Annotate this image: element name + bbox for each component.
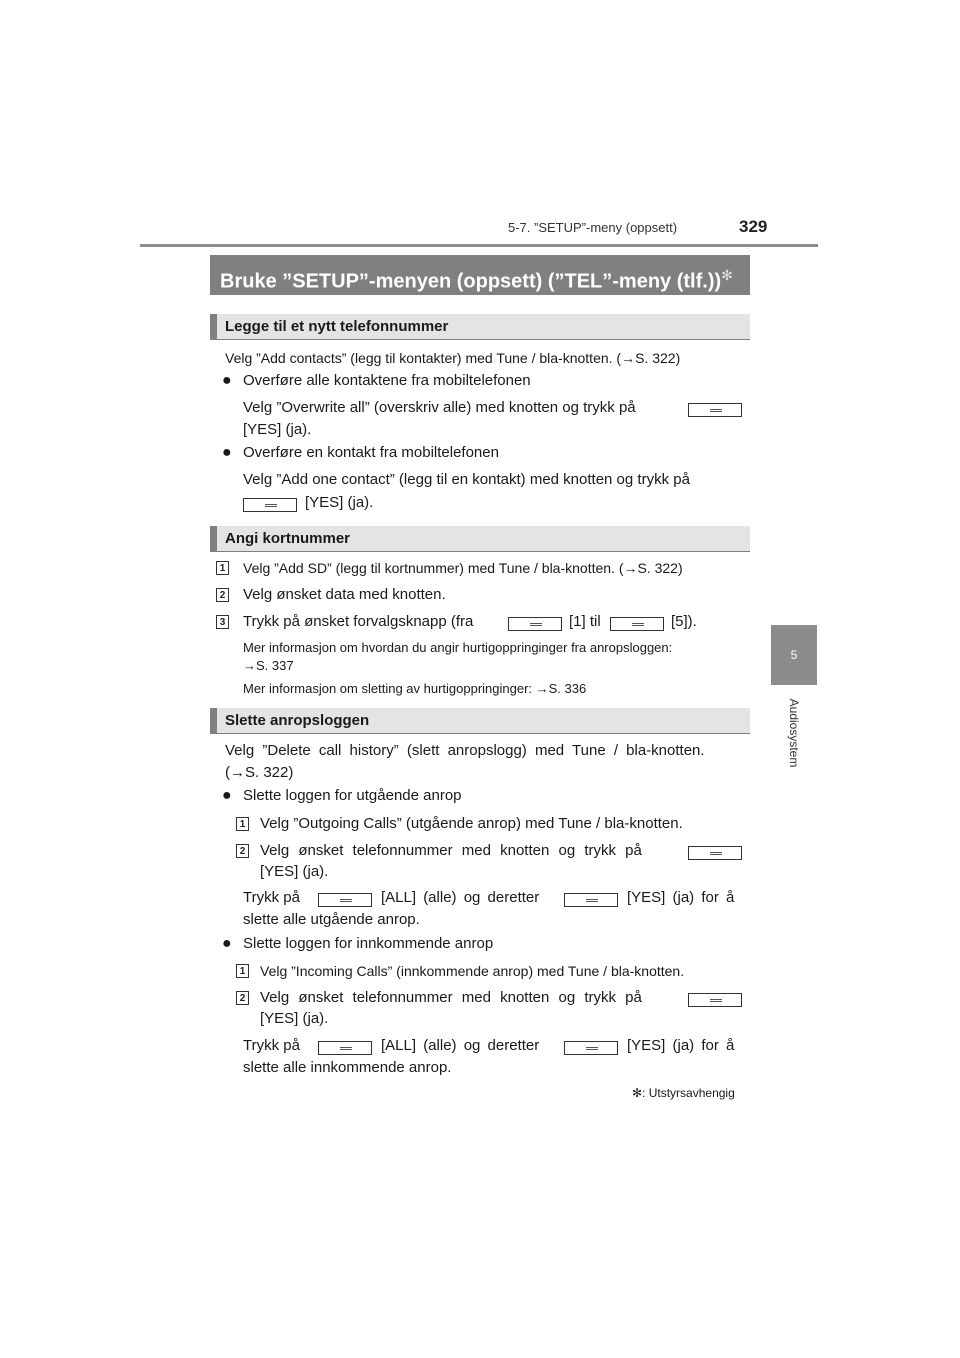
s3-b2-step2-tail: [YES] (ja). — [260, 1010, 329, 1027]
chapter-label-text: Audiosystem — [787, 698, 801, 768]
s3-bullet2: Slette loggen for innkommende anrop — [243, 935, 494, 952]
bullet-icon: ● — [222, 935, 232, 952]
s2-step3-a: Trykk på ønsket forvalgsknapp (fra — [243, 613, 474, 630]
s2-step3-c: [5]). — [671, 613, 697, 630]
bullet-icon: ● — [222, 787, 232, 804]
screen-button-icon[interactable] — [318, 1041, 372, 1055]
s3-bullet1: Slette loggen for utgående anrop — [243, 787, 462, 804]
section-header: 5-7. ”SETUP”-meny (oppsett) — [508, 220, 678, 235]
s3-b1-step1: Velg ”Outgoing Calls” (utgående anrop) med Tune / bla-knotten. — [260, 815, 683, 832]
page-number: 329 — [739, 217, 768, 236]
step-number: 1 — [236, 817, 249, 831]
s3-b1-all-a: Trykk på — [243, 889, 300, 906]
s3-b1-step2-tail: [YES] (ja). — [260, 863, 329, 880]
screen-button-icon[interactable] — [318, 893, 372, 907]
step-number: 1 — [216, 561, 229, 575]
s3-b1-all-c: [YES] (ja) for å — [627, 889, 735, 906]
screen-button-icon[interactable] — [508, 617, 562, 631]
screen-button-icon[interactable] — [688, 993, 742, 1007]
s3-b2-all-a: Trykk på — [243, 1037, 300, 1054]
screen-button-icon[interactable] — [688, 846, 742, 860]
page-title — [210, 255, 750, 295]
s3-b2-all-c: [YES] (ja) for å — [627, 1037, 735, 1054]
screen-button-icon[interactable] — [564, 893, 618, 907]
s3-b1-all-b: [ALL] (alle) og deretter — [381, 889, 540, 906]
s3-intro-a: Velg ”Delete call history” (slett anropslogg) med Tune / bla-knotten. — [225, 742, 705, 759]
screen-button-icon[interactable] — [243, 498, 297, 512]
s3-b2-all-d: slette alle innkommende anrop. — [243, 1059, 452, 1076]
header-rule — [140, 244, 818, 247]
s1-bullet1-tail: [YES] (ja). — [243, 421, 312, 438]
s1-bullet1-text-main: Velg ”Overwrite all” (overskriv alle) med knotten og trykk på — [243, 399, 636, 416]
s3-b2-step2: Velg ønsket telefonnummer med knotten og trykk på — [260, 989, 642, 1006]
s1-bullet2: Overføre en kontakt fra mobiltelefonen — [243, 444, 499, 461]
s2-note2: Mer informasjon om sletting av hurtigoppringinger: →S. 336 — [243, 681, 587, 696]
s2-step3-b: [1] til — [569, 613, 601, 630]
bullet-icon: ● — [222, 372, 232, 389]
chapter-label — [772, 692, 816, 782]
step-number: 2 — [236, 991, 249, 1005]
s2-step1: Velg ”Add SD” (legg til kortnummer) med Tune / bla-knotten. (→S. 322) — [243, 560, 683, 576]
s1-intro: Velg ”Add contacts” (legg til kontakter) med Tune / bla-knotten. (→S. 322) — [225, 350, 681, 366]
optional-marker: ✻ — [721, 267, 733, 283]
step-number: 2 — [216, 588, 229, 602]
s3-b2-all-b: [ALL] (alle) og deretter — [381, 1037, 540, 1054]
s1-bullet1: Overføre alle kontaktene fra mobiltelefonen — [243, 372, 531, 389]
screen-button-icon[interactable] — [688, 403, 742, 417]
page-title-text: Bruke ”SETUP”-menyen (oppsett) (”TEL”-meny (tlf.)) — [220, 270, 722, 293]
footnote: ✻: Utstyrsavhengig — [632, 1086, 735, 1100]
step-number: 2 — [236, 844, 249, 858]
screen-button-icon[interactable] — [564, 1041, 618, 1055]
step-number: 3 — [216, 615, 229, 629]
s3-intro-b: (→S. 322) — [225, 764, 294, 781]
s3-b2-step1: Velg ”Incoming Calls” (innkommende anrop) med Tune / bla-knotten. — [260, 963, 685, 979]
s1-bullet1-text — [243, 398, 636, 418]
step-number: 1 — [236, 964, 249, 978]
chapter-tab: 5 — [771, 625, 817, 685]
s2-step2: Velg ønsket data med knotten. — [243, 586, 446, 603]
bullet-icon: ● — [222, 444, 232, 461]
section-heading-add-number: Legge til et nytt telefonnummer — [210, 314, 750, 340]
s3-b1-step2: Velg ønsket telefonnummer med knotten og trykk på — [260, 842, 642, 859]
screen-button-icon[interactable] — [610, 617, 664, 631]
s1-bullet2-text: Velg ”Add one contact” (legg til en kontakt) med knotten og trykk på — [243, 471, 690, 488]
section-heading-speed-dial: Angi kortnummer — [210, 526, 750, 552]
s3-b1-all-d: slette alle utgående anrop. — [243, 911, 420, 928]
s2-note1-b: →S. 337 — [243, 658, 294, 673]
s1-bullet2-tail: [YES] (ja). — [305, 494, 374, 511]
s2-note1-a: Mer informasjon om hvordan du angir hurtigoppringinger fra anropsloggen: — [243, 640, 673, 655]
section-heading-delete-log: Slette anropsloggen — [210, 708, 750, 734]
